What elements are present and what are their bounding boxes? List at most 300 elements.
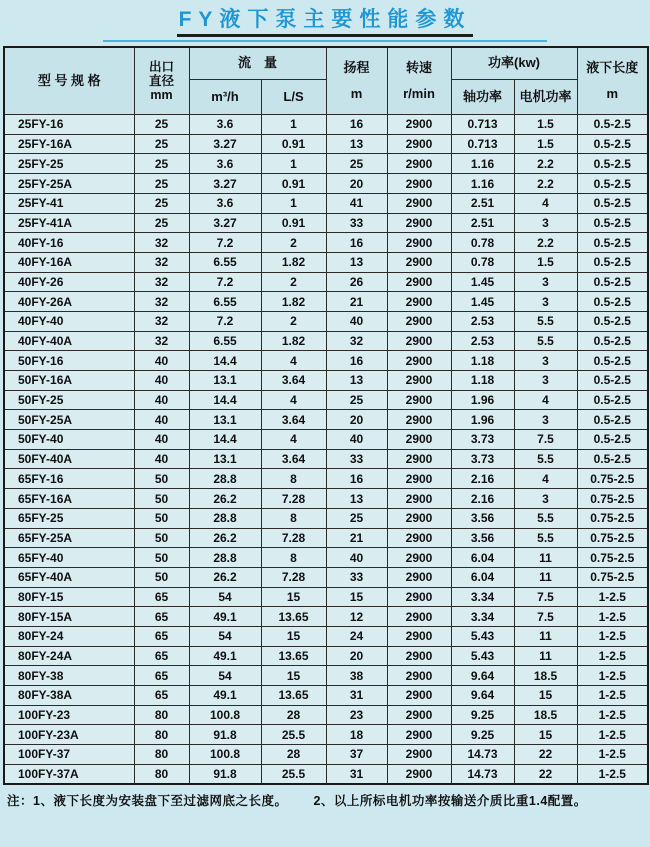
cell-submerged-length-m: 0.5-2.5 — [577, 430, 648, 450]
cell-model: 40FY-16A — [4, 252, 134, 272]
cell-head-m: 24 — [326, 626, 387, 646]
cell-submerged-length-m: 0.5-2.5 — [577, 331, 648, 351]
cell-flow-ls: 7.28 — [261, 489, 326, 509]
cell-outlet-diameter-mm: 50 — [134, 508, 189, 528]
cell-model: 25FY-41A — [4, 213, 134, 233]
cell-motor-power-kw: 15 — [514, 686, 577, 706]
cell-motor-power-kw: 4 — [514, 193, 577, 213]
cell-submerged-length-m: 0.5-2.5 — [577, 410, 648, 430]
cell-head-m: 13 — [326, 134, 387, 154]
table-row — [4, 469, 648, 489]
submerged-label: 液下长度 — [586, 59, 639, 75]
cell-model: 40FY-40 — [4, 311, 134, 331]
cell-submerged-length-m: 0.5-2.5 — [577, 351, 648, 371]
cell-head-m: 21 — [326, 528, 387, 548]
table-row — [4, 489, 648, 509]
col-header-flow-ls: L/S — [261, 80, 326, 115]
cell-model: 40FY-26A — [4, 292, 134, 312]
table-row — [4, 626, 648, 646]
cell-motor-power-kw: 4 — [514, 469, 577, 489]
cell-submerged-length-m: 1-2.5 — [577, 725, 648, 745]
table-row — [4, 371, 648, 391]
cell-speed-rmin: 2900 — [387, 764, 451, 784]
cell-head-m: 31 — [326, 764, 387, 784]
cell-submerged-length-m: 0.5-2.5 — [577, 193, 648, 213]
cell-motor-power-kw: 2.2 — [514, 233, 577, 253]
table-row — [4, 430, 648, 450]
cell-speed-rmin: 2900 — [387, 115, 451, 135]
cell-shaft-power-kw: 3.73 — [451, 430, 514, 450]
cell-speed-rmin: 2900 — [387, 193, 451, 213]
cell-speed-rmin: 2900 — [387, 430, 451, 450]
cell-outlet-diameter-mm: 32 — [134, 272, 189, 292]
cell-submerged-length-m: 0.5-2.5 — [577, 311, 648, 331]
table-row — [4, 587, 648, 607]
cell-outlet-diameter-mm: 65 — [134, 626, 189, 646]
cell-speed-rmin: 2900 — [387, 705, 451, 725]
submerged-unit: m — [606, 85, 619, 101]
cell-submerged-length-m: 0.75-2.5 — [577, 508, 648, 528]
cell-submerged-length-m: 1-2.5 — [577, 666, 648, 686]
cell-speed-rmin: 2900 — [387, 252, 451, 272]
cell-speed-rmin: 2900 — [387, 272, 451, 292]
cell-speed-rmin: 2900 — [387, 174, 451, 194]
cell-submerged-length-m: 0.5-2.5 — [577, 292, 648, 312]
table-row — [4, 548, 648, 568]
cell-model: 25FY-16A — [4, 134, 134, 154]
cell-flow-ls: 13.65 — [261, 607, 326, 627]
col-header-motor-power: 电机功率 — [514, 80, 577, 115]
cell-outlet-diameter-mm: 25 — [134, 154, 189, 174]
col-header-power: 功率(kw) — [451, 47, 577, 80]
cell-flow-m3h: 49.1 — [189, 607, 261, 627]
cell-shaft-power-kw: 2.53 — [451, 311, 514, 331]
cell-flow-ls: 2 — [261, 272, 326, 292]
cell-motor-power-kw: 3 — [514, 371, 577, 391]
cell-motor-power-kw: 3 — [514, 410, 577, 430]
cell-head-m: 23 — [326, 705, 387, 725]
cell-speed-rmin: 2900 — [387, 587, 451, 607]
cell-flow-ls: 2 — [261, 233, 326, 253]
cell-shaft-power-kw: 1.45 — [451, 272, 514, 292]
cell-head-m: 31 — [326, 686, 387, 706]
cell-model: 80FY-15 — [4, 587, 134, 607]
cell-outlet-diameter-mm: 40 — [134, 410, 189, 430]
cell-shaft-power-kw: 1.18 — [451, 371, 514, 391]
cell-flow-ls: 0.91 — [261, 213, 326, 233]
cell-flow-m3h: 54 — [189, 626, 261, 646]
cell-head-m: 33 — [326, 567, 387, 587]
table-row — [4, 745, 648, 765]
cell-flow-m3h: 91.8 — [189, 764, 261, 784]
cell-flow-ls: 15 — [261, 626, 326, 646]
cell-model: 65FY-25A — [4, 528, 134, 548]
cell-flow-m3h: 3.6 — [189, 154, 261, 174]
cell-model: 80FY-38A — [4, 686, 134, 706]
cell-outlet-diameter-mm: 40 — [134, 371, 189, 391]
cell-speed-rmin: 2900 — [387, 646, 451, 666]
cell-motor-power-kw: 11 — [514, 548, 577, 568]
cell-shaft-power-kw: 5.43 — [451, 646, 514, 666]
cell-head-m: 25 — [326, 508, 387, 528]
table-row — [4, 351, 648, 371]
cell-flow-ls: 13.65 — [261, 686, 326, 706]
cell-outlet-diameter-mm: 80 — [134, 725, 189, 745]
cell-head-m: 18 — [326, 725, 387, 745]
cell-flow-m3h: 3.6 — [189, 115, 261, 135]
cell-speed-rmin: 2900 — [387, 351, 451, 371]
cell-flow-ls: 4 — [261, 390, 326, 410]
cell-motor-power-kw: 5.5 — [514, 311, 577, 331]
cell-flow-ls: 1.82 — [261, 292, 326, 312]
cell-flow-ls: 28 — [261, 745, 326, 765]
cell-shaft-power-kw: 1.16 — [451, 154, 514, 174]
cell-outlet-diameter-mm: 80 — [134, 764, 189, 784]
cell-speed-rmin: 2900 — [387, 390, 451, 410]
cell-flow-ls: 7.28 — [261, 567, 326, 587]
page-title: FY液下泵主要性能参数 — [177, 8, 474, 37]
cell-flow-m3h: 3.27 — [189, 174, 261, 194]
cell-outlet-diameter-mm: 40 — [134, 351, 189, 371]
cell-flow-ls: 3.64 — [261, 449, 326, 469]
cell-submerged-length-m: 1-2.5 — [577, 745, 648, 765]
cell-flow-m3h: 49.1 — [189, 686, 261, 706]
cell-model: 50FY-16A — [4, 371, 134, 391]
cell-head-m: 33 — [326, 213, 387, 233]
cell-submerged-length-m: 0.5-2.5 — [577, 134, 648, 154]
cell-submerged-length-m: 0.5-2.5 — [577, 213, 648, 233]
footnote-prefix: 注： — [7, 793, 34, 808]
cell-submerged-length-m: 0.75-2.5 — [577, 548, 648, 568]
cell-flow-m3h: 6.55 — [189, 292, 261, 312]
cell-speed-rmin: 2900 — [387, 686, 451, 706]
cell-shaft-power-kw: 6.04 — [451, 548, 514, 568]
cell-head-m: 20 — [326, 410, 387, 430]
cell-shaft-power-kw: 9.64 — [451, 666, 514, 686]
cell-flow-ls: 15 — [261, 587, 326, 607]
cell-head-m: 41 — [326, 193, 387, 213]
table-row — [4, 154, 648, 174]
cell-submerged-length-m: 0.75-2.5 — [577, 469, 648, 489]
cell-flow-m3h: 3.27 — [189, 134, 261, 154]
table-row — [4, 646, 648, 666]
cell-motor-power-kw: 15 — [514, 725, 577, 745]
cell-submerged-length-m: 1-2.5 — [577, 705, 648, 725]
cell-flow-ls: 1 — [261, 154, 326, 174]
cell-flow-m3h: 7.2 — [189, 272, 261, 292]
cell-head-m: 20 — [326, 174, 387, 194]
cell-motor-power-kw: 18.5 — [514, 705, 577, 725]
cell-shaft-power-kw: 1.16 — [451, 174, 514, 194]
cell-flow-m3h: 13.1 — [189, 371, 261, 391]
cell-flow-ls: 0.91 — [261, 174, 326, 194]
table-row — [4, 134, 648, 154]
col-header-outlet-diameter — [134, 47, 189, 115]
cell-outlet-diameter-mm: 65 — [134, 646, 189, 666]
cell-motor-power-kw: 3 — [514, 213, 577, 233]
cell-shaft-power-kw: 2.53 — [451, 331, 514, 351]
cell-motor-power-kw: 22 — [514, 745, 577, 765]
cell-flow-ls: 1 — [261, 193, 326, 213]
cell-submerged-length-m: 0.5-2.5 — [577, 371, 648, 391]
cell-flow-m3h: 100.8 — [189, 705, 261, 725]
cell-flow-ls: 4 — [261, 351, 326, 371]
cell-shaft-power-kw: 0.713 — [451, 134, 514, 154]
cell-model: 50FY-25A — [4, 410, 134, 430]
cell-shaft-power-kw: 3.73 — [451, 449, 514, 469]
cell-model: 25FY-16 — [4, 115, 134, 135]
cell-speed-rmin: 2900 — [387, 371, 451, 391]
cell-flow-ls: 3.64 — [261, 410, 326, 430]
cell-model: 100FY-23A — [4, 725, 134, 745]
cell-model: 65FY-40 — [4, 548, 134, 568]
performance-table — [3, 46, 649, 785]
table-row — [4, 174, 648, 194]
table-row — [4, 705, 648, 725]
head-unit: m — [350, 85, 363, 101]
cell-flow-m3h: 3.27 — [189, 213, 261, 233]
cell-model: 50FY-25 — [4, 390, 134, 410]
cell-shaft-power-kw: 0.78 — [451, 233, 514, 253]
cell-model: 40FY-16 — [4, 233, 134, 253]
outlet-line1: 出口 — [148, 60, 174, 75]
cell-speed-rmin: 2900 — [387, 410, 451, 430]
table-row — [4, 410, 648, 430]
cell-model: 100FY-37 — [4, 745, 134, 765]
table-row — [4, 725, 648, 745]
table-row — [4, 292, 648, 312]
cell-head-m: 26 — [326, 272, 387, 292]
cell-head-m: 25 — [326, 390, 387, 410]
cell-head-m: 33 — [326, 449, 387, 469]
cell-outlet-diameter-mm: 65 — [134, 666, 189, 686]
cell-submerged-length-m: 0.5-2.5 — [577, 449, 648, 469]
cell-flow-m3h: 3.6 — [189, 193, 261, 213]
cell-speed-rmin: 2900 — [387, 233, 451, 253]
cell-flow-ls: 2 — [261, 311, 326, 331]
cell-outlet-diameter-mm: 25 — [134, 174, 189, 194]
cell-head-m: 16 — [326, 469, 387, 489]
cell-shaft-power-kw: 5.43 — [451, 626, 514, 646]
cell-flow-m3h: 91.8 — [189, 725, 261, 745]
cell-head-m: 13 — [326, 371, 387, 391]
cell-shaft-power-kw: 9.25 — [451, 705, 514, 725]
cell-model: 40FY-26 — [4, 272, 134, 292]
cell-model: 100FY-37A — [4, 764, 134, 784]
cell-flow-ls: 1.82 — [261, 252, 326, 272]
cell-outlet-diameter-mm: 25 — [134, 193, 189, 213]
cell-model: 50FY-16 — [4, 351, 134, 371]
cell-model: 50FY-40A — [4, 449, 134, 469]
cell-speed-rmin: 2900 — [387, 567, 451, 587]
cell-outlet-diameter-mm: 32 — [134, 233, 189, 253]
cell-motor-power-kw: 11 — [514, 626, 577, 646]
cell-speed-rmin: 2900 — [387, 213, 451, 233]
cell-model: 80FY-15A — [4, 607, 134, 627]
cell-model: 65FY-25 — [4, 508, 134, 528]
cell-model: 40FY-40A — [4, 331, 134, 351]
cell-outlet-diameter-mm: 50 — [134, 548, 189, 568]
cell-shaft-power-kw: 1.18 — [451, 351, 514, 371]
cell-flow-m3h: 28.8 — [189, 548, 261, 568]
cell-shaft-power-kw: 1.45 — [451, 292, 514, 312]
cell-flow-ls: 25.5 — [261, 725, 326, 745]
cell-speed-rmin: 2900 — [387, 548, 451, 568]
cell-flow-ls: 28 — [261, 705, 326, 725]
cell-motor-power-kw: 7.5 — [514, 430, 577, 450]
table-row — [4, 666, 648, 686]
cell-submerged-length-m: 0.5-2.5 — [577, 390, 648, 410]
table-row — [4, 567, 648, 587]
cell-outlet-diameter-mm: 32 — [134, 311, 189, 331]
cell-flow-m3h: 26.2 — [189, 567, 261, 587]
cell-head-m: 13 — [326, 489, 387, 509]
cell-shaft-power-kw: 3.56 — [451, 508, 514, 528]
cell-outlet-diameter-mm: 65 — [134, 587, 189, 607]
cell-shaft-power-kw: 2.16 — [451, 489, 514, 509]
cell-motor-power-kw: 5.5 — [514, 508, 577, 528]
cell-head-m: 40 — [326, 430, 387, 450]
cell-shaft-power-kw: 14.73 — [451, 745, 514, 765]
cell-outlet-diameter-mm: 50 — [134, 567, 189, 587]
speed-unit: r/min — [403, 85, 435, 101]
cell-flow-m3h: 14.4 — [189, 430, 261, 450]
cell-outlet-diameter-mm: 25 — [134, 115, 189, 135]
cell-outlet-diameter-mm: 50 — [134, 489, 189, 509]
cell-shaft-power-kw: 9.25 — [451, 725, 514, 745]
cell-shaft-power-kw: 2.51 — [451, 193, 514, 213]
cell-model: 25FY-25A — [4, 174, 134, 194]
cell-outlet-diameter-mm: 50 — [134, 469, 189, 489]
cell-speed-rmin: 2900 — [387, 607, 451, 627]
cell-submerged-length-m: 1-2.5 — [577, 764, 648, 784]
cell-flow-ls: 8 — [261, 469, 326, 489]
cell-speed-rmin: 2900 — [387, 489, 451, 509]
cell-outlet-diameter-mm: 25 — [134, 134, 189, 154]
cell-outlet-diameter-mm: 32 — [134, 292, 189, 312]
cell-head-m: 15 — [326, 587, 387, 607]
cell-head-m: 40 — [326, 548, 387, 568]
cell-flow-m3h: 26.2 — [189, 489, 261, 509]
cell-motor-power-kw: 7.5 — [514, 587, 577, 607]
cell-flow-m3h: 28.8 — [189, 508, 261, 528]
cell-outlet-diameter-mm: 80 — [134, 745, 189, 765]
cell-head-m: 16 — [326, 351, 387, 371]
cell-speed-rmin: 2900 — [387, 469, 451, 489]
cell-submerged-length-m: 0.5-2.5 — [577, 174, 648, 194]
table-row — [4, 528, 648, 548]
cell-head-m: 38 — [326, 666, 387, 686]
cell-submerged-length-m: 0.75-2.5 — [577, 489, 648, 509]
cell-flow-m3h: 6.55 — [189, 252, 261, 272]
cell-flow-m3h: 7.2 — [189, 233, 261, 253]
cell-motor-power-kw: 7.5 — [514, 607, 577, 627]
table-row — [4, 390, 648, 410]
cell-flow-m3h: 7.2 — [189, 311, 261, 331]
cell-flow-ls: 8 — [261, 508, 326, 528]
title-underline — [103, 40, 547, 42]
cell-flow-m3h: 100.8 — [189, 745, 261, 765]
cell-speed-rmin: 2900 — [387, 528, 451, 548]
cell-speed-rmin: 2900 — [387, 725, 451, 745]
cell-head-m: 12 — [326, 607, 387, 627]
cell-shaft-power-kw: 3.34 — [451, 587, 514, 607]
cell-motor-power-kw: 3 — [514, 272, 577, 292]
speed-label: 转速 — [406, 59, 433, 75]
cell-flow-m3h: 14.4 — [189, 351, 261, 371]
cell-speed-rmin: 2900 — [387, 666, 451, 686]
cell-submerged-length-m: 1-2.5 — [577, 607, 648, 627]
cell-motor-power-kw: 3 — [514, 489, 577, 509]
cell-shaft-power-kw: 2.51 — [451, 213, 514, 233]
cell-speed-rmin: 2900 — [387, 134, 451, 154]
cell-submerged-length-m: 0.5-2.5 — [577, 154, 648, 174]
cell-speed-rmin: 2900 — [387, 626, 451, 646]
col-header-model: 型 号 规 格 — [4, 47, 134, 115]
cell-shaft-power-kw: 14.73 — [451, 764, 514, 784]
cell-flow-ls: 3.64 — [261, 371, 326, 391]
cell-model: 100FY-23 — [4, 705, 134, 725]
title-section — [3, 8, 647, 42]
cell-outlet-diameter-mm: 32 — [134, 331, 189, 351]
cell-flow-m3h: 6.55 — [189, 331, 261, 351]
cell-head-m: 16 — [326, 115, 387, 135]
cell-flow-m3h: 49.1 — [189, 646, 261, 666]
cell-head-m: 37 — [326, 745, 387, 765]
cell-speed-rmin: 2900 — [387, 292, 451, 312]
cell-outlet-diameter-mm: 65 — [134, 607, 189, 627]
cell-speed-rmin: 2900 — [387, 331, 451, 351]
table-row — [4, 764, 648, 784]
col-header-shaft-power: 轴功率 — [451, 80, 514, 115]
cell-head-m: 13 — [326, 252, 387, 272]
cell-speed-rmin: 2900 — [387, 508, 451, 528]
cell-submerged-length-m: 1-2.5 — [577, 686, 648, 706]
cell-motor-power-kw: 2.2 — [514, 154, 577, 174]
col-header-flow-m3h: m³/h — [189, 80, 261, 115]
table-row — [4, 508, 648, 528]
cell-model: 65FY-40A — [4, 567, 134, 587]
cell-head-m: 25 — [326, 154, 387, 174]
col-header-speed — [387, 47, 451, 115]
cell-shaft-power-kw: 6.04 — [451, 567, 514, 587]
footnote — [7, 791, 645, 809]
cell-motor-power-kw: 22 — [514, 764, 577, 784]
cell-outlet-diameter-mm: 40 — [134, 449, 189, 469]
col-header-submerged-length — [577, 47, 648, 115]
table-row — [4, 213, 648, 233]
cell-submerged-length-m: 0.75-2.5 — [577, 528, 648, 548]
cell-submerged-length-m: 1-2.5 — [577, 646, 648, 666]
cell-flow-ls: 7.28 — [261, 528, 326, 548]
outlet-line3: mm — [150, 88, 173, 103]
cell-outlet-diameter-mm: 40 — [134, 430, 189, 450]
cell-shaft-power-kw: 1.96 — [451, 390, 514, 410]
cell-motor-power-kw: 5.5 — [514, 449, 577, 469]
footnote-1: 1、液下长度为安装盘下至过滤网底之长度。 — [33, 793, 288, 808]
table-header — [4, 47, 648, 115]
cell-shaft-power-kw: 3.34 — [451, 607, 514, 627]
cell-shaft-power-kw: 3.56 — [451, 528, 514, 548]
head-label: 扬程 — [343, 59, 370, 75]
table-row — [4, 233, 648, 253]
cell-model: 50FY-40 — [4, 430, 134, 450]
cell-head-m: 32 — [326, 331, 387, 351]
cell-motor-power-kw: 11 — [514, 646, 577, 666]
cell-model: 80FY-24A — [4, 646, 134, 666]
cell-flow-ls: 8 — [261, 548, 326, 568]
cell-outlet-diameter-mm: 32 — [134, 252, 189, 272]
